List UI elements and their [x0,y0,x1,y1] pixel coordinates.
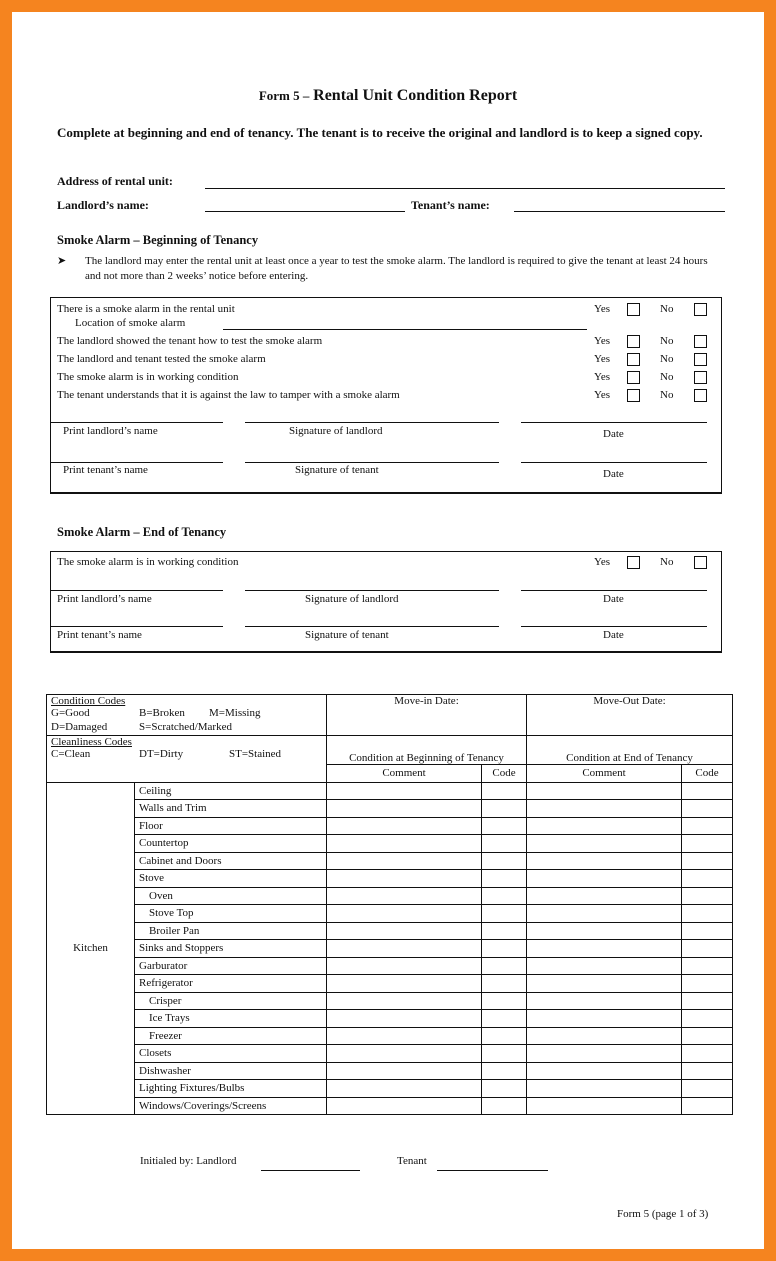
code-header: Code [682,765,733,783]
code-header: Code [482,765,527,783]
end-comment-cell[interactable] [527,905,682,923]
yes-checkbox-2[interactable] [627,335,640,348]
date-label: Date [603,428,624,440]
smoke-row-1: There is a smoke alarm in the rental unit [57,303,235,315]
table-row [47,870,733,888]
begin-comment-cell[interactable] [327,1027,482,1045]
end-comment-cell[interactable] [527,887,682,905]
yes-label: Yes [594,353,611,365]
begin-comment-cell[interactable] [327,957,482,975]
code-missing: M=Missing [209,707,261,719]
tenant-initial-label: Tenant [397,1155,427,1167]
begin-code-cell[interactable] [482,1027,527,1045]
begin-comment-cell[interactable] [327,940,482,958]
table-row [47,887,733,905]
table-row [47,975,733,993]
table-row [47,922,733,940]
end-code-cell[interactable] [682,817,733,835]
landlord-name-label: Landlord’s name: [57,198,149,212]
begin-heading: Condition at Beginning of Tenancy [327,736,527,765]
landlord-initial-field[interactable] [261,1170,360,1171]
end-code-cell[interactable] [682,887,733,905]
print-landlord-label: Print landlord’s name [57,593,152,605]
comment-header: Comment [527,765,682,783]
end-comment-cell[interactable] [527,835,682,853]
tenant-name-label: Tenant’s name: [411,198,490,212]
date-label: Date [603,468,624,480]
begin-code-cell[interactable] [482,835,527,853]
end-heading: Condition at End of Tenancy [527,736,733,765]
item-label: Refrigerator [135,975,327,993]
table-row [47,905,733,923]
begin-comment-cell[interactable] [327,1080,482,1098]
table-row [47,782,733,800]
end-comment-cell[interactable] [527,1062,682,1080]
no-label: No [660,335,674,347]
begin-comment-cell[interactable] [327,817,482,835]
item-label: Oven [135,887,327,905]
begin-comment-cell[interactable] [327,1045,482,1063]
table-row [47,992,733,1010]
item-label: Lighting Fixtures/Bulbs [135,1080,327,1098]
begin-code-cell[interactable] [482,870,527,888]
landlord-name-field[interactable] [205,211,405,212]
begin-comment-cell[interactable] [327,800,482,818]
yes-checkbox-4[interactable] [627,371,640,384]
begin-comment-cell[interactable] [327,905,482,923]
begin-code-cell[interactable] [482,1097,527,1115]
sig-landlord-label: Signature of landlord [289,425,383,437]
table-row [47,1027,733,1045]
begin-comment-cell[interactable] [327,975,482,993]
end-code-cell[interactable] [682,870,733,888]
begin-comment-cell[interactable] [327,887,482,905]
item-label: Sinks and Stoppers [135,940,327,958]
begin-code-cell[interactable] [482,975,527,993]
begin-comment-cell[interactable] [327,835,482,853]
no-checkbox-end[interactable] [694,556,707,569]
end-code-cell[interactable] [682,940,733,958]
item-label: Broiler Pan [135,922,327,940]
cleanliness-codes-title: Cleanliness Codes [51,736,132,748]
tenant-initial-field[interactable] [437,1170,548,1171]
end-comment-cell[interactable] [527,817,682,835]
item-label: Closets [135,1045,327,1063]
item-label: Freezer [135,1027,327,1045]
address-field[interactable] [205,188,725,189]
end-code-cell[interactable] [682,800,733,818]
arrow-icon: ➤ [57,255,67,267]
begin-code-cell[interactable] [482,817,527,835]
item-rows [47,782,733,1115]
page-title [12,87,764,105]
begin-comment-cell[interactable] [327,1097,482,1115]
item-label: Floor [135,817,327,835]
code-dirty: DT=Dirty [139,748,184,760]
end-code-cell[interactable] [682,957,733,975]
end-comment-cell[interactable] [527,940,682,958]
tenant-name-field[interactable] [514,211,725,212]
no-checkbox-2[interactable] [694,335,707,348]
table-row [47,1062,733,1080]
smoke-row-2: The landlord showed the tenant how to test the smoke alarm [57,335,323,347]
address-label: Address of rental unit: [57,174,173,188]
item-label: Ice Trays [135,1010,327,1028]
end-code-cell[interactable] [682,1097,733,1115]
table-row [47,852,733,870]
end-code-cell[interactable] [682,1027,733,1045]
yes-label: Yes [594,371,611,383]
code-stained: ST=Stained [229,748,282,760]
no-label: No [660,371,674,383]
table-row [47,1010,733,1028]
begin-comment-cell[interactable] [327,1062,482,1080]
sig-tenant-label: Signature of tenant [305,629,389,641]
end-comment-cell[interactable] [527,992,682,1010]
sig-tenant-field[interactable] [245,462,499,463]
print-tenant-field[interactable] [51,626,223,627]
end-comment-cell[interactable] [527,852,682,870]
condition-codes-cell [47,695,327,736]
code-good: G=Good [51,707,90,719]
end-comment-cell[interactable] [527,800,682,818]
print-tenant-label: Print tenant’s name [57,629,142,641]
comment-header: Comment [327,765,482,783]
location-label: Location of smoke alarm [75,317,186,329]
table-row [47,957,733,975]
print-landlord-field[interactable] [51,422,223,423]
initialed-by-label: Initialed by: Landlord [140,1155,237,1167]
code-scratched: S=Scratched/Marked [139,721,232,733]
begin-code-cell[interactable] [482,992,527,1010]
end-comment-cell[interactable] [527,1097,682,1115]
smoke-row-4: The smoke alarm is in working condition [57,371,239,383]
table-row [47,940,733,958]
date-label: Date [603,629,624,641]
smoke-end-heading: Smoke Alarm – End of Tenancy [57,525,227,539]
end-comment-cell[interactable] [527,782,682,800]
begin-code-cell[interactable] [482,1062,527,1080]
date-label: Date [603,593,624,605]
page-number: Form 5 (page 1 of 3) [617,1208,709,1220]
code-clean: C=Clean [51,748,91,760]
begin-code-cell[interactable] [482,922,527,940]
item-label: Cabinet and Doors [135,852,327,870]
print-landlord-field[interactable] [51,590,223,591]
table-row [47,800,733,818]
code-damaged: D=Damaged [51,721,108,733]
begin-code-cell[interactable] [482,1010,527,1028]
end-comment-cell[interactable] [527,1080,682,1098]
yes-checkbox-end[interactable] [627,556,640,569]
move-out-date-label: Move-Out Date: [593,695,666,707]
yes-label: Yes [594,556,611,568]
end-code-cell[interactable] [682,992,733,1010]
table-row [47,1045,733,1063]
end-code-cell[interactable] [682,1010,733,1028]
end-code-cell[interactable] [682,852,733,870]
no-checkbox-5[interactable] [694,389,707,402]
end-code-cell[interactable] [682,1045,733,1063]
item-label: Ceiling [135,782,327,800]
date-field[interactable] [521,590,707,591]
end-comment-cell[interactable] [527,1010,682,1028]
date-field[interactable] [521,626,707,627]
sig-tenant-label: Signature of tenant [295,464,379,476]
end-comment-cell[interactable] [527,957,682,975]
no-label: No [660,303,674,315]
sig-landlord-field[interactable] [245,422,499,423]
end-comment-cell[interactable] [527,975,682,993]
sig-tenant-field[interactable] [245,626,499,627]
sig-landlord-label: Signature of landlord [305,593,399,605]
begin-code-cell[interactable] [482,1080,527,1098]
item-label: Countertop [135,835,327,853]
end-comment-cell[interactable] [527,1027,682,1045]
begin-comment-cell[interactable] [327,922,482,940]
code-broken: B=Broken [139,707,185,719]
date-field[interactable] [521,462,707,463]
smoke-end-box [50,551,722,653]
yes-checkbox-1[interactable] [627,303,640,316]
form-number: Form 5 – [258,88,310,103]
table-row [47,817,733,835]
end-code-cell[interactable] [682,1080,733,1098]
table-row [47,835,733,853]
smoke-begin-box [50,297,722,494]
begin-comment-cell[interactable] [327,870,482,888]
end-comment-cell[interactable] [527,870,682,888]
begin-comment-cell[interactable] [327,1010,482,1028]
sig-landlord-field[interactable] [245,590,499,591]
begin-comment-cell[interactable] [327,852,482,870]
begin-code-cell[interactable] [482,782,527,800]
no-label: No [660,389,674,401]
begin-code-cell[interactable] [482,852,527,870]
no-checkbox-4[interactable] [694,371,707,384]
begin-code-cell[interactable] [482,800,527,818]
print-landlord-label: Print landlord’s name [63,425,158,437]
yes-checkbox-5[interactable] [627,389,640,402]
end-code-cell[interactable] [682,782,733,800]
yes-label: Yes [594,303,611,315]
begin-code-cell[interactable] [482,905,527,923]
end-comment-cell[interactable] [527,922,682,940]
move-in-date-cell[interactable] [327,695,527,736]
end-code-cell[interactable] [682,905,733,923]
yes-label: Yes [594,335,611,347]
end-code-cell[interactable] [682,975,733,993]
move-in-date-label: Move-in Date: [394,695,459,707]
move-out-date-cell[interactable] [527,695,733,736]
begin-code-cell[interactable] [482,940,527,958]
item-label: Stove Top [135,905,327,923]
no-label: No [660,556,674,568]
yes-checkbox-3[interactable] [627,353,640,366]
table-row [47,1080,733,1098]
no-checkbox-1[interactable] [694,303,707,316]
condition-codes-title: Condition Codes [51,695,126,707]
cleanliness-codes-cell [47,736,327,783]
smoke-row-3: The landlord and tenant tested the smoke alarm [57,353,266,365]
no-checkbox-3[interactable] [694,353,707,366]
item-label: Windows/Coverings/Screens [135,1097,327,1115]
table-row [47,1097,733,1115]
item-label: Crisper [135,992,327,1010]
begin-code-cell[interactable] [482,957,527,975]
smoke-note-text: The landlord may enter the rental unit at least once a year to test the smoke alarm. The landlord is required to give the tenant at least 24 hours and not more than 2 weeks’ notice before entering. [85,255,708,282]
item-label: Dishwasher [135,1062,327,1080]
end-comment-cell[interactable] [527,1045,682,1063]
condition-table [46,694,733,1115]
begin-code-cell[interactable] [482,1045,527,1063]
smoke-row-5: The tenant understands that it is against the law to tamper with a smoke alarm [57,389,400,401]
item-label: Garburator [135,957,327,975]
smoke-begin-heading: Smoke Alarm – Beginning of Tenancy [57,233,259,247]
end-code-cell[interactable] [682,922,733,940]
yes-label: Yes [594,389,611,401]
item-label: Walls and Trim [135,800,327,818]
item-label: Stove [135,870,327,888]
begin-comment-cell[interactable] [327,992,482,1010]
smoke-end-row: The smoke alarm is in working condition [57,556,239,568]
no-label: No [660,353,674,365]
form-title: Rental Unit Condition Report [313,87,518,104]
location-field[interactable] [223,329,587,330]
print-tenant-field[interactable] [51,462,223,463]
begin-comment-cell[interactable] [327,782,482,800]
print-tenant-label: Print tenant’s name [63,464,148,476]
begin-code-cell[interactable] [482,887,527,905]
room-name: Kitchen [47,782,135,1115]
date-field[interactable] [521,422,707,423]
end-code-cell[interactable] [682,835,733,853]
intro-text: Complete at beginning and end of tenancy. The tenant is to receive the original and landlord is to keep a signed copy. [57,125,703,140]
form-page [12,12,764,1249]
end-code-cell[interactable] [682,1062,733,1080]
